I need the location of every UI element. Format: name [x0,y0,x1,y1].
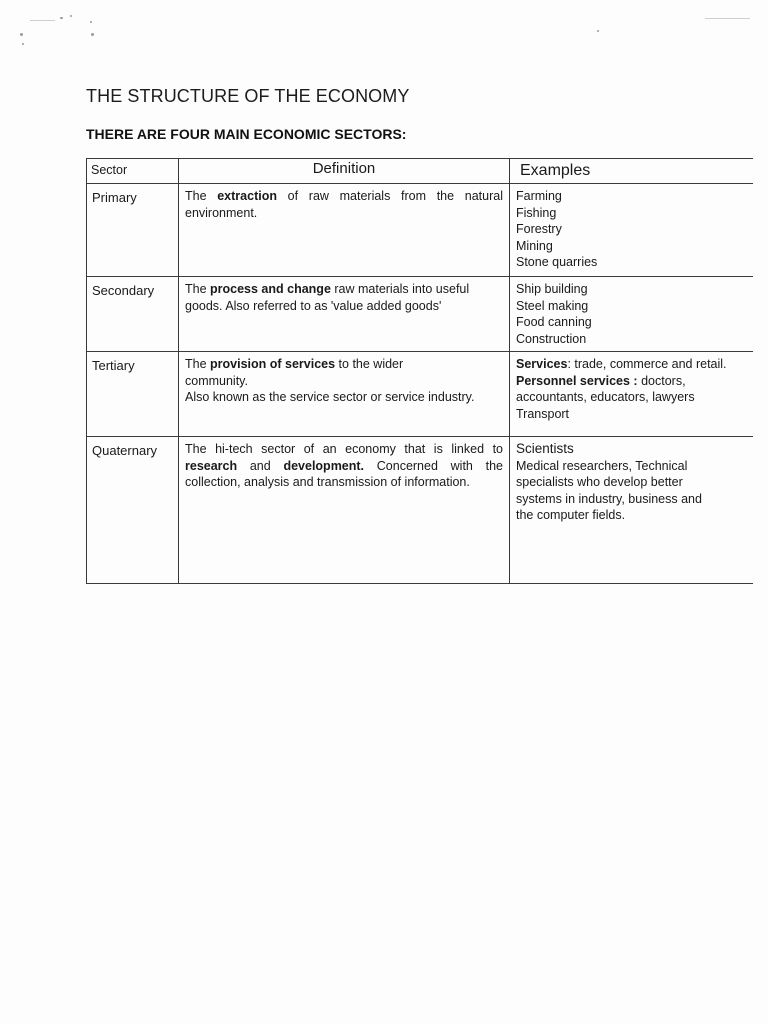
example-item: Ship building [516,282,588,296]
examples-list [510,437,753,524]
definition-cell [179,184,510,277]
header-examples: Examples [510,159,753,184]
scan-speck [20,33,23,36]
examples-list [510,352,753,422]
definition-text: The hi-tech sector of an economy that is linked to research and development. Concerned with the collection, analysis and transmission of information. [185,442,503,489]
example-item: Food canning [516,315,592,329]
page-subtitle: THERE ARE FOUR MAIN ECONOMIC SECTORS: [86,126,407,142]
example-item: Transport [516,406,570,421]
table-row [87,184,753,277]
header-definition: Definition [179,159,510,184]
example-item: Steel making [516,298,589,313]
definition-cell [179,352,510,437]
examples-cell [510,352,753,437]
scan-smudge [705,18,750,19]
sector-cell [87,277,179,352]
header-sector: Sector [87,159,179,184]
examples-cell [510,277,753,352]
sector-cell [87,352,179,437]
definition-extra: Also known as the service sector or service industry. [185,390,475,404]
examples-list [510,277,753,347]
definition-text: The provision of services to the wider community. Also known as the service sector or service industry. [179,352,509,406]
example-item: Mining [516,238,553,253]
sector-name: Quaternary [92,443,158,458]
example-item: Personnel services : doctors, accountants, educators, lawyers [516,373,695,404]
scan-speck [60,17,63,19]
scan-smudge [30,20,55,21]
scan-speck [22,43,24,45]
sector-name: Tertiary [92,358,135,373]
example-item: Scientists [516,441,574,456]
sector-cell [87,437,179,584]
table-row [87,437,753,584]
example-item: Stone quarries [516,255,598,269]
table-row [87,277,753,352]
example-item: Fishing [516,205,557,220]
examples-cell [510,437,753,584]
definition-text: The process and change raw materials into useful goods. Also referred to as 'value added goods' [185,282,470,313]
examples-list [510,184,753,271]
sectors-table [86,158,753,584]
sector-cell [87,184,179,277]
table-row [87,352,753,437]
sector-name: Secondary [92,283,155,298]
definition-cell [179,277,510,352]
definition-text: The extraction of raw materials from the natural environment. [185,189,503,220]
scan-speck [90,21,92,23]
scan-speck [597,30,599,32]
page-title: THE STRUCTURE OF THE ECONOMY [86,86,410,106]
example-item: Construction [516,331,587,346]
scan-speck [70,15,72,17]
sector-name: Primary [92,190,137,205]
table-header-row [87,159,753,184]
definition-cell [179,437,510,584]
scan-speck [91,33,94,36]
example-item: Farming [516,189,562,203]
examples-cell [510,184,753,277]
example-item: Forestry [516,222,562,236]
example-item: Medical researchers, Technical specialists who develop better systems in industry, business and the computer fields. [516,458,702,522]
example-item: Services: trade, commerce and retail. [516,357,727,371]
